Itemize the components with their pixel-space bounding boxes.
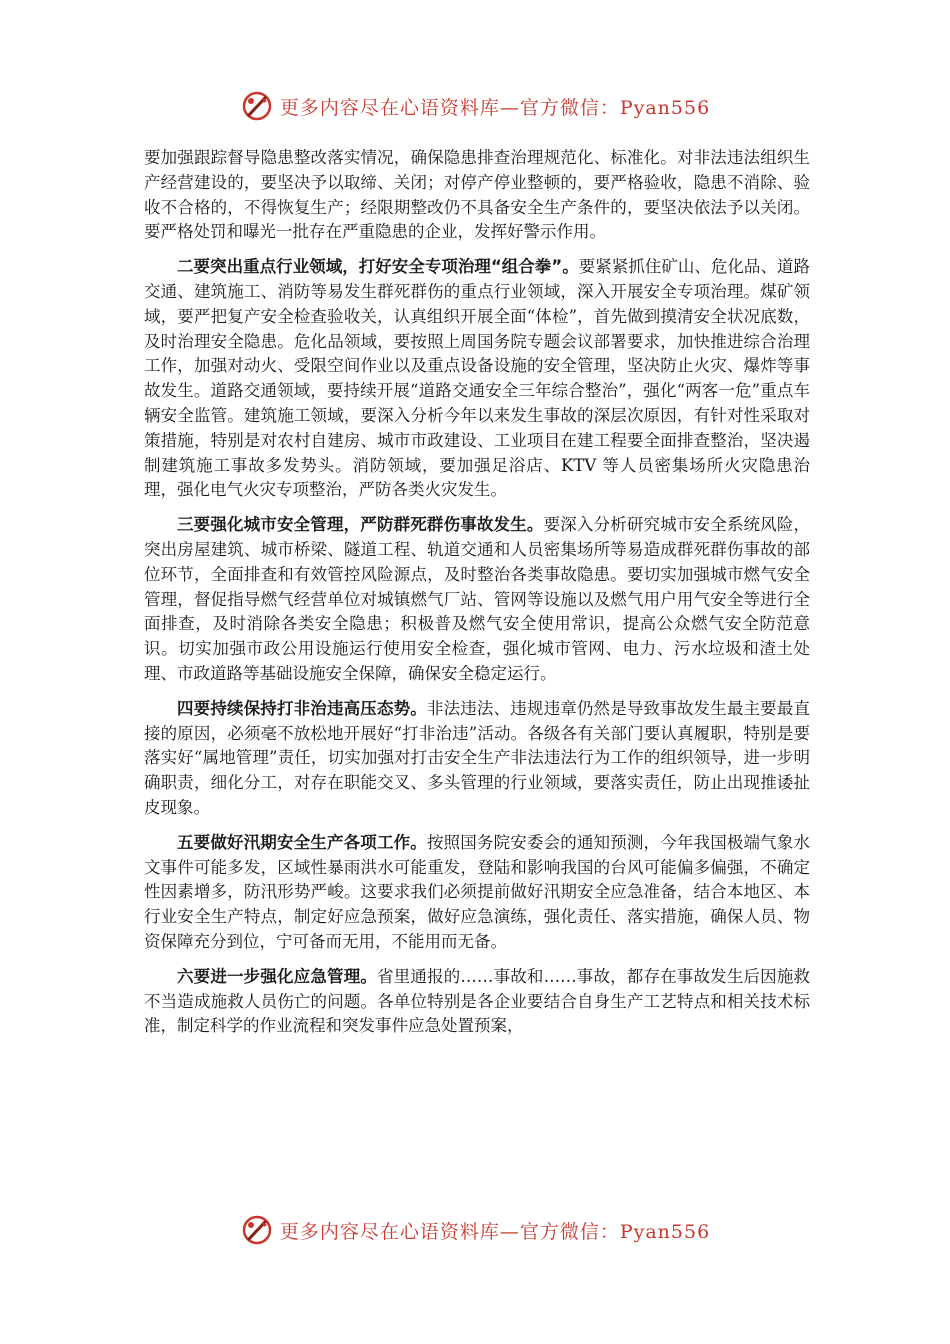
paragraph-3-text: 要深入分析研究城市安全系统风险，突出房屋建筑、城市桥梁、隧道工程、轨道交通和人员密集场所等易造成群死群伤事故的部位环节，全面排查和有效管控风险源点，及时整治各类事故隐患。要切实加强城市燃气安全管理，督促指导燃气经营单位对城镇燃气厂站、管网等设施以及燃气用户用气安全等进行全面排查，及时消除各类安全隐患；积极普及燃气安全使用常识，提高公众燃气安全防范意识。切实加强市政公用设施运行使用安全检查，强化城市管网、电力、污水垃圾和渣土处理、市政道路等基础设施安全保障，确保安全稳定运行。	[144, 515, 811, 683]
document-body	[144, 146, 810, 1049]
footer-banner	[0, 1208, 950, 1252]
paragraph-5	[144, 831, 810, 955]
paragraph-2	[144, 255, 810, 503]
paragraph-5-text: 按照国务院安委会的通知预测，今年我国极端气象水文事件可能多发，区域性暴雨洪水可能重发，登陆和影响我国的台风可能偏多偏强，不确定性因素增多，防汛形势严峻。这要求我们必须提前做好汛期安全应急准备，结合本地区、本行业安全生产特点，制定好应急预案，做好应急演练，强化责任、落实措施，确保人员、物资保障充分到位，宁可备而无用，不能用而无备。	[144, 832, 811, 951]
paragraph-4	[144, 697, 810, 821]
banner-text: 更多内容尽在心语资料库—官方微信：Pyan556	[279, 96, 711, 119]
paragraph-4-text: 非法违法、违规违章仍然是导致事故发生最主要最直接的原因，必须毫不放松地开展好“打非治违”活动。各级各有关部门要认真履职，特别是要落实好“属地管理”责任，切实加强对打击安全生产非法违法行为工作的组织领导，进一步明确职责，细化分工，对存在职能交叉、多头管理的行业领域，要落实责任，防止出现推诿扯皮现象。	[144, 698, 811, 817]
paragraph-1-text: 要加强跟踪督导隐患整改落实情况，确保隐患排查治理规范化、标准化。对非法违法组织生产经营建设的，要坚决予以取缔、关闭；对停产停业整顿的，要严格验收，隐患不消除、验收不合格的，不得恢复生产；经限期整改仍不具备安全生产条件的，要坚决依法予以关闭。要严格处罚和曝光一批存在严重隐患的企业，发挥好警示作用。	[144, 148, 810, 242]
paragraph-6	[144, 965, 810, 1039]
paragraph-2-heading: 二要突出重点行业领域，打好安全专项治理“组合拳”。	[177, 257, 579, 277]
paragraph-3	[144, 513, 810, 687]
pen-swirl-logo-icon	[240, 89, 274, 123]
paragraph-6-text: 省里通报的……事故和……事故，都存在事故发生后因施救不当造成施救人员伤亡的问题。各单位特别是各企业要结合自身生产工艺特点和相关技术标准，制定科学的作业流程和突发事件应急处置预案，	[144, 966, 811, 1036]
paragraph-5-heading: 五要做好汛期安全生产各项工作。	[177, 832, 427, 852]
banner-text: 更多内容尽在心语资料库—官方微信：Pyan556	[279, 1220, 711, 1243]
paragraph-4-heading: 四要持续保持打非治违高压态势。	[177, 698, 427, 718]
pen-swirl-logo-icon	[240, 1213, 274, 1247]
paragraph-2-text: 要紧紧抓住矿山、危化品、道路交通、建筑施工、消防等易发生群死群伤的重点行业领域，深入开展安全专项治理。煤矿领域，要严把复产安全检查验收关，认真组织开展全面“体检”，首先做到摸清安全状况底数，及时治理安全隐患。危化品领域，要按照上周国务院专题会议部署要求，加快推进综合治理工作，加强对动火、受限空间作业以及重点设备设施的安全管理，坚决防止火灾、爆炸等事故发生。道路交通领域，要持续开展“道路交通安全三年综合整治”，强化“两客一危”重点车辆安全监管。建筑施工领域，要深入分析今年以来发生事故的深层次原因，有针对性采取对策措施，特别是对农村自建房、城市市政建设、工业项目在建工程要全面排查整治，坚决遏制建筑施工事故多发势头。消防领域，要加强足浴店、KTV 等人员密集场所火灾隐患治理，强化电气火灾专项整治，严防各类火灾发生。	[144, 257, 810, 500]
paragraph-3-heading: 三要强化城市安全管理，严防群死群伤事故发生。	[177, 515, 544, 535]
header-banner	[0, 84, 950, 128]
paragraph-1	[144, 146, 810, 245]
paragraph-6-heading: 六要进一步强化应急管理。	[177, 966, 378, 986]
